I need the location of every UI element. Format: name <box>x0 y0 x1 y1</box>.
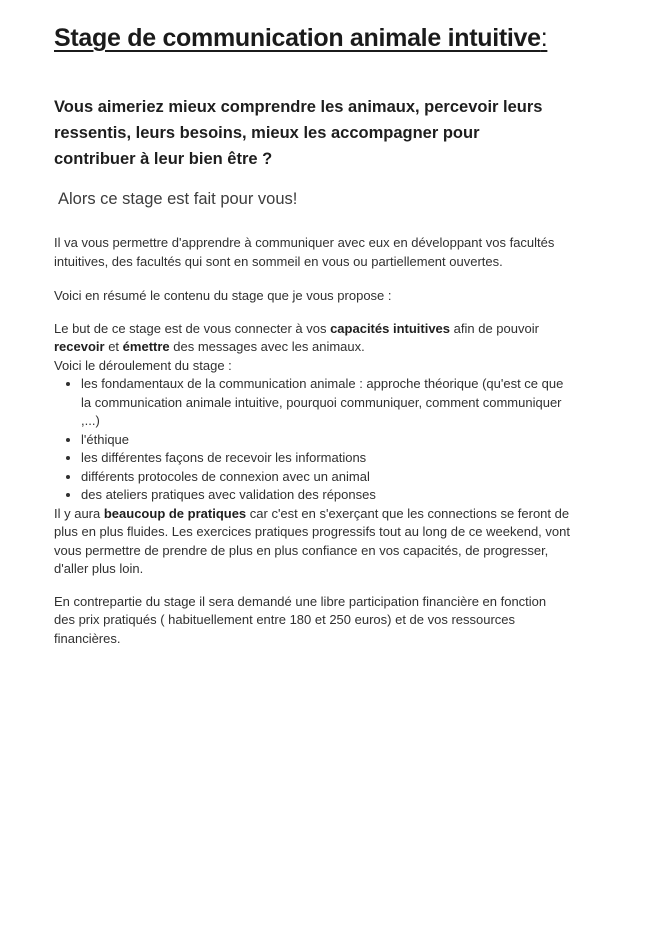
paragraph-line: Il y aura beaucoup de pratiques car c'est en s'exerçant que les connections se feront de <box>54 505 570 521</box>
list-item-line: • différents protocoles de connexion avec un animal <box>81 468 370 484</box>
list-item-line: • l'éthique <box>81 431 130 447</box>
list-item-line: ,...) <box>81 413 100 428</box>
intro-heading-line: contribuer à leur bien être ? <box>54 150 273 168</box>
paragraph-line: En contrepartie du stage il sera demandé une libre participation financière en fonction <box>54 593 547 609</box>
intro-heading-line: ressentis, leurs besoins, mieux les accompagner pour <box>54 124 480 142</box>
paragraph-line: plus en plus fluides. Les exercices pratiques progressifs tout au long de ce weekend, vont <box>54 524 570 539</box>
paragraph-line: Voici le déroulement du stage : <box>54 357 232 373</box>
paragraph-line: intuitives, des facultés qui sont en sommeil en vous ou partiellement ouvertes. <box>54 253 503 269</box>
bullet-list <box>54 375 624 505</box>
paragraph-line: Il va vous permettre d'apprendre à communiquer avec eux en développant vos facultés <box>54 235 555 250</box>
paragraph-apprendre <box>54 234 624 271</box>
paragraph-participation <box>54 593 624 649</box>
paragraph-line: des prix pratiqués ( habituellement entre 180 et 250 euros) et de vos ressources <box>54 612 516 627</box>
list-item-line: la communication animale intuitive, pourquoi communiquer, comment communiquer <box>81 394 562 410</box>
list-item <box>81 486 624 505</box>
paragraph-line: Le but de ce stage est de vous connecter à vos capacités intuitives afin de pouvoir <box>54 320 539 336</box>
page-title-text: Stage de communication animale intuitive <box>54 24 541 52</box>
list-item <box>81 431 624 450</box>
list-item-line: • les fondamentaux de la communication animale : approche théorique (qu'est ce que <box>81 376 564 391</box>
paragraph-line: vous permettre de prendre de plus en plus confiance en vos capacités, de progresser, <box>54 542 549 558</box>
intro-heading <box>54 94 624 172</box>
paragraph-but-du-stage <box>54 320 624 376</box>
list-item <box>81 449 624 468</box>
tagline: Alors ce stage est fait pour vous! <box>58 190 298 208</box>
paragraph-line: recevoir et émettre des messages avec les animaux. <box>54 339 365 354</box>
list-item <box>81 375 624 431</box>
list-item <box>81 468 624 487</box>
intro-heading-line: Vous aimeriez mieux comprendre les animaux, percevoir leurs <box>54 98 543 116</box>
paragraph-resume <box>54 287 624 306</box>
list-item-line: • des ateliers pratiques avec validation des réponses <box>81 487 376 502</box>
paragraph-line: d'aller plus loin. <box>54 561 144 576</box>
paragraph-line: financières. <box>54 630 121 646</box>
page-title <box>54 20 624 56</box>
list-item-line: • les différentes façons de recevoir les informations <box>81 450 367 465</box>
page-title-colon: : <box>540 24 548 52</box>
document-body <box>54 234 624 648</box>
paragraph-pratiques <box>54 505 624 579</box>
paragraph-line: Voici en résumé le contenu du stage que je vous propose : <box>54 288 392 303</box>
